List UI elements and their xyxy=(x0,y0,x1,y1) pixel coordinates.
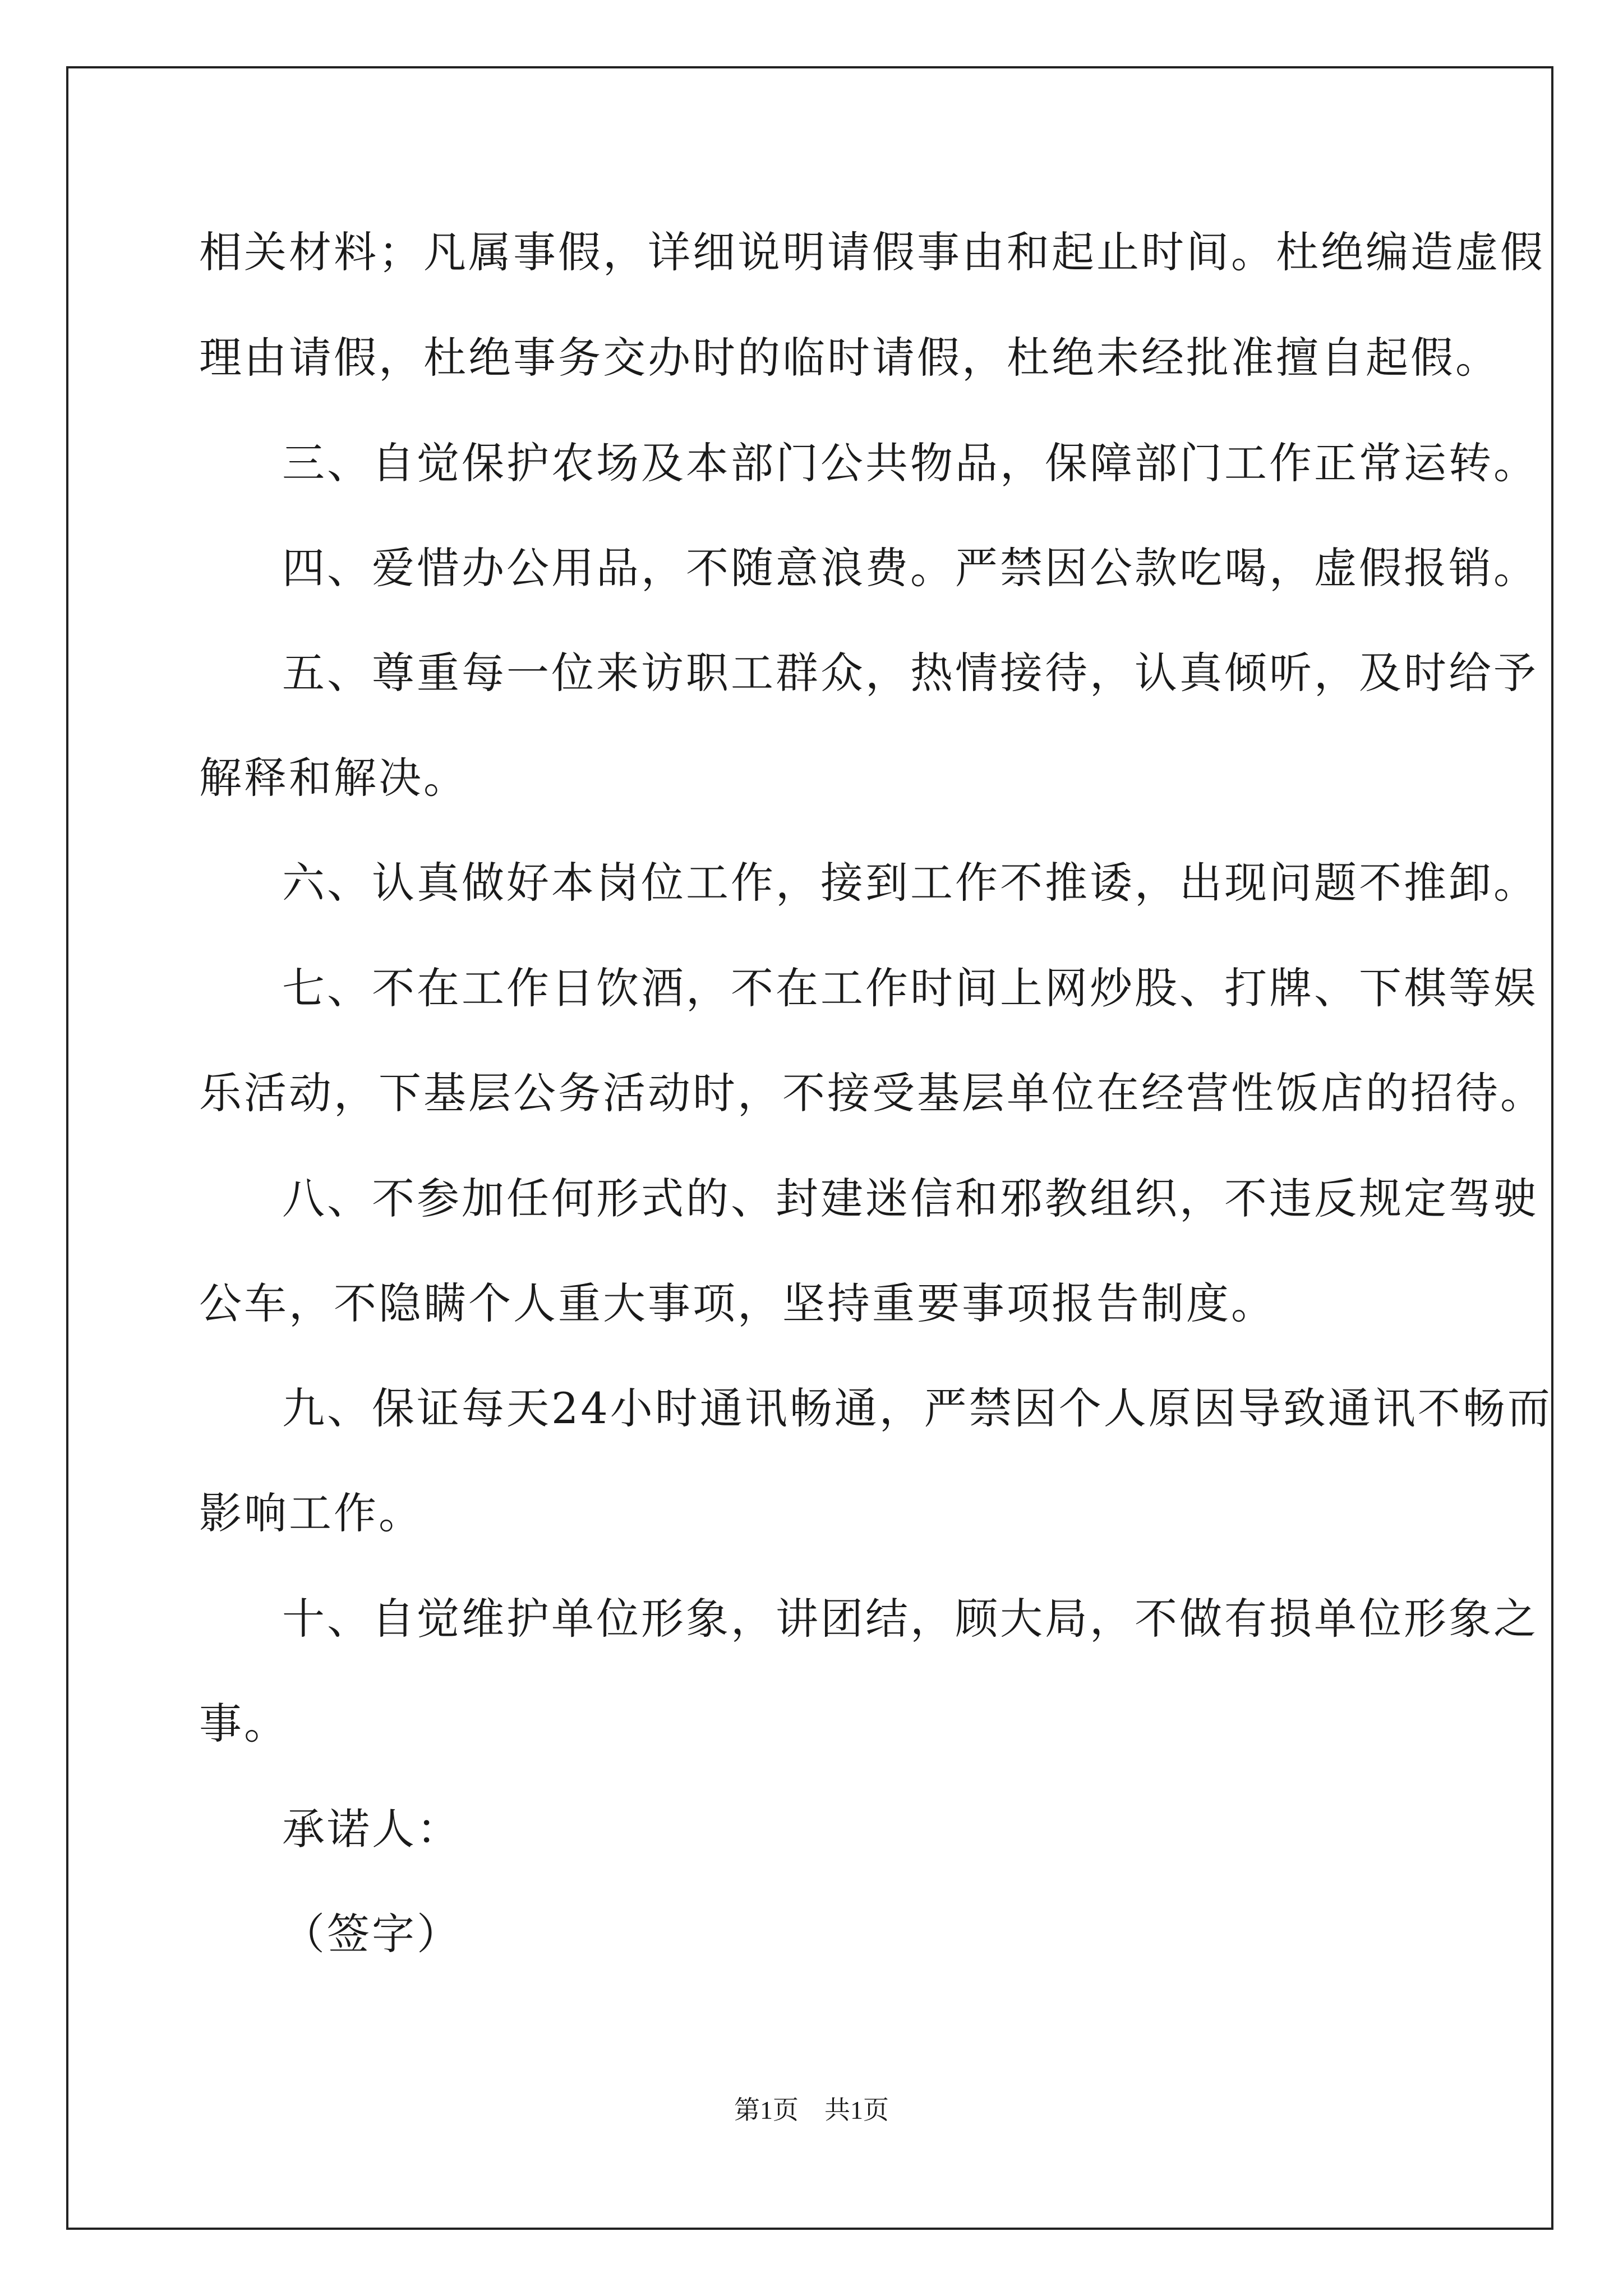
paragraph-line: 九、保证每天24小时通讯畅通，严禁因个人原因导致通讯不畅而 xyxy=(282,1383,1552,1433)
paragraph-line: 五、尊重每一位来访职工群众，热情接待，认真倾听，及时给予 xyxy=(282,648,1538,698)
paragraph-line: 影响工作。 xyxy=(199,1488,423,1538)
signatory-label: 承诺人： xyxy=(282,1804,462,1854)
paragraph-line: 六、认真做好本岗位工作，接到工作不推诿，出现问题不推卸。 xyxy=(282,858,1538,908)
paragraph-line: 解释和解决。 xyxy=(199,753,468,803)
paragraph-line: 四、爱惜办公用品，不随意浪费。严禁因公款吃喝，虚假报销。 xyxy=(282,543,1538,593)
signature-label: （签字） xyxy=(282,1909,462,1959)
page-count: 共1页 xyxy=(824,2096,889,2124)
paragraph-line: 公车，不隐瞒个人重大事项，坚持重要事项报告制度。 xyxy=(199,1278,1276,1328)
paragraph-line: 乐活动，下基层公务活动时，不接受基层单位在经营性饭店的招待。 xyxy=(199,1068,1545,1118)
paragraph-line: 十、自觉维护单位形象，讲团结，顾大局，不做有损单位形象之 xyxy=(282,1594,1538,1644)
paragraph-line: 八、不参加任何形式的、封建迷信和邪教组织，不违反规定驾驶 xyxy=(282,1174,1538,1223)
page-border xyxy=(66,66,1553,2230)
paragraph-line: 三、自觉保护农场及本部门公共物品，保障部门工作正常运转。 xyxy=(282,438,1538,488)
page-footer xyxy=(0,2093,1623,2127)
paragraph-line: 理由请假，杜绝事务交办时的临时请假，杜绝未经批准擅自起假。 xyxy=(199,333,1500,383)
paragraph-line: 七、不在工作日饮酒，不在工作时间上网炒股、打牌、下棋等娱 xyxy=(282,963,1538,1013)
paragraph-line: 事。 xyxy=(199,1699,289,1749)
paragraph-line: 相关材料；凡属事假，详细说明请假事由和起止时间。杜绝编造虚假 xyxy=(199,227,1545,277)
page-number: 第1页 xyxy=(734,2096,799,2124)
